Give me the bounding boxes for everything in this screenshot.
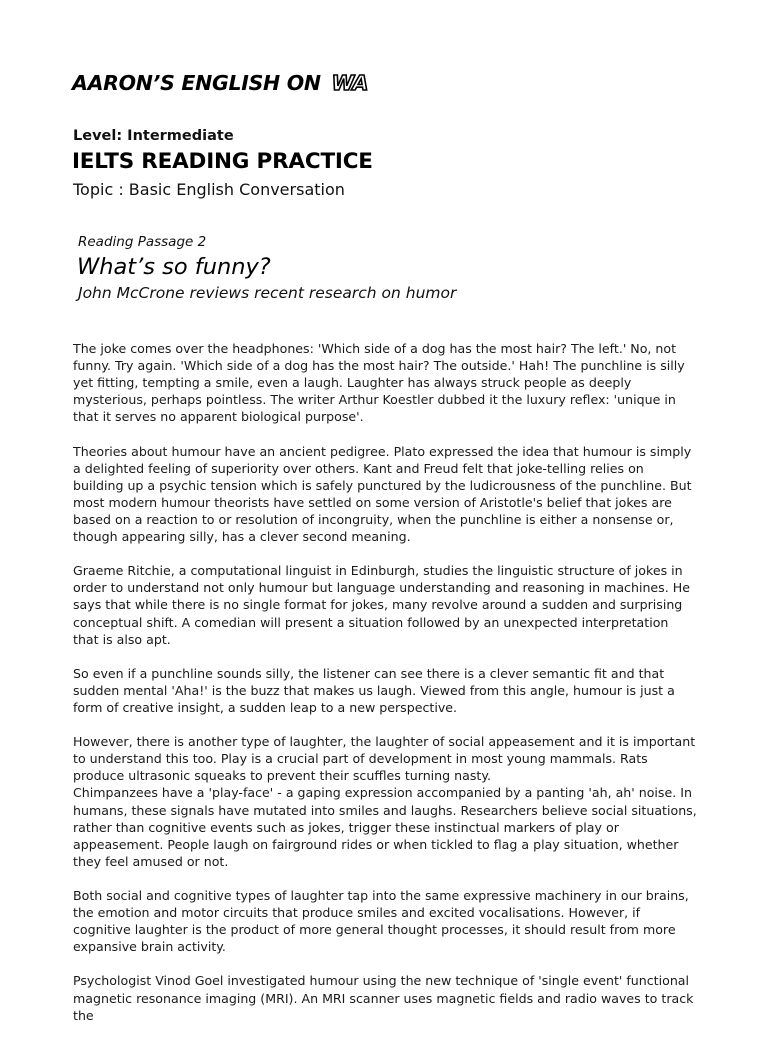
paragraph: The joke comes over the headphones: 'Which side of a dog has the most hair? The left.' No, not funny. Try again. 'Which side of a dog has the most hair? The outside.' Hah! The punchline is silly yet fitting, tempting a smile, even a laugh. Laughter has always struck people as deeply mysterious, perhaps pointless. The writer Arthur Koestler dubbed it the luxury reflex: 'unique in that it serves no apparent biological purpose'. [73,341,685,425]
passage-title: What’s so funny? [77,254,271,280]
paragraph: Graeme Ritchie, a computational linguist in Edinburgh, studies the linguistic structure of jokes in order to understand not only humour but language understanding and reasoning in machines. He says that while there is no single format for jokes, many revolve around a sudden and surprising conceptual shift. A comedian will present a situation followed by an unexpected interpretation that is also apt. [73,563,690,647]
level-label: Level: Intermediate [73,128,234,144]
topic-label: Topic : Basic English Conversation [73,180,345,199]
passage-body [73,340,697,1041]
passage-byline: John McCrone reviews recent research on humor [78,284,457,302]
paragraph: However, there is another type of laughter, the laughter of social appeasement and it is important to understand this too. Play is a crucial part of development in most young mammals. Rats produce ultrasonic squeaks to prevent their scuffles turning nasty. [73,734,696,784]
paragraph: Both social and cognitive types of laughter tap into the same expressive machinery in our brains, the emotion and motor circuits that produce smiles and excited vocalisations. However, if cognitive laughter is the product of more general thought processes, it should result from more expansive brain activity. [73,888,689,955]
paragraph: Theories about humour have an ancient pedigree. Plato expressed the idea that humour is simply a delighted feeling of superiority over others. Kant and Freud felt that joke-telling relies on building up a psychic tension which is safely punctured by the ludicrousness of the punchline. But most modern humour theorists have settled on some version of Aristotle's belief that jokes are based on a reaction to or resolution of incongruity, when the punchline is either a nonsense or, though appearing silly, has a clever second meaning. [73,443,692,545]
paragraph: So even if a punchline sounds silly, the listener can see there is a clever semantic fit and that sudden mental 'Aha!' is the buzz that makes us laugh. Viewed from this angle, humour is just a form of creative insight, a sudden leap to a new perspective. [73,665,675,715]
brand-name: AARON’S ENGLISH ON [72,71,321,95]
brand-logo [72,71,367,95]
paragraph: Psychologist Vinod Goel investigated humour using the new technique of 'single event' functional magnetic resonance imaging (MRI). An MRI scanner uses magnetic fields and radio waves to track the [73,973,694,1023]
brand-mark-icon: WA [331,71,368,95]
paragraph: Chimpanzees have a 'play-face' - a gaping expression accompanied by a panting 'ah, ah' noise. In humans, these signals have mutated into smiles and laughs. Researchers believe social situations, rather than cognitive events such as jokes, trigger these instinctual markers of play or appeasement. People laugh on fairground rides or when tickled to flag a play situation, whether they feel amused or not. [73,785,697,869]
passage-label: Reading Passage 2 [78,234,207,250]
document-title: IELTS READING PRACTICE [72,149,373,174]
